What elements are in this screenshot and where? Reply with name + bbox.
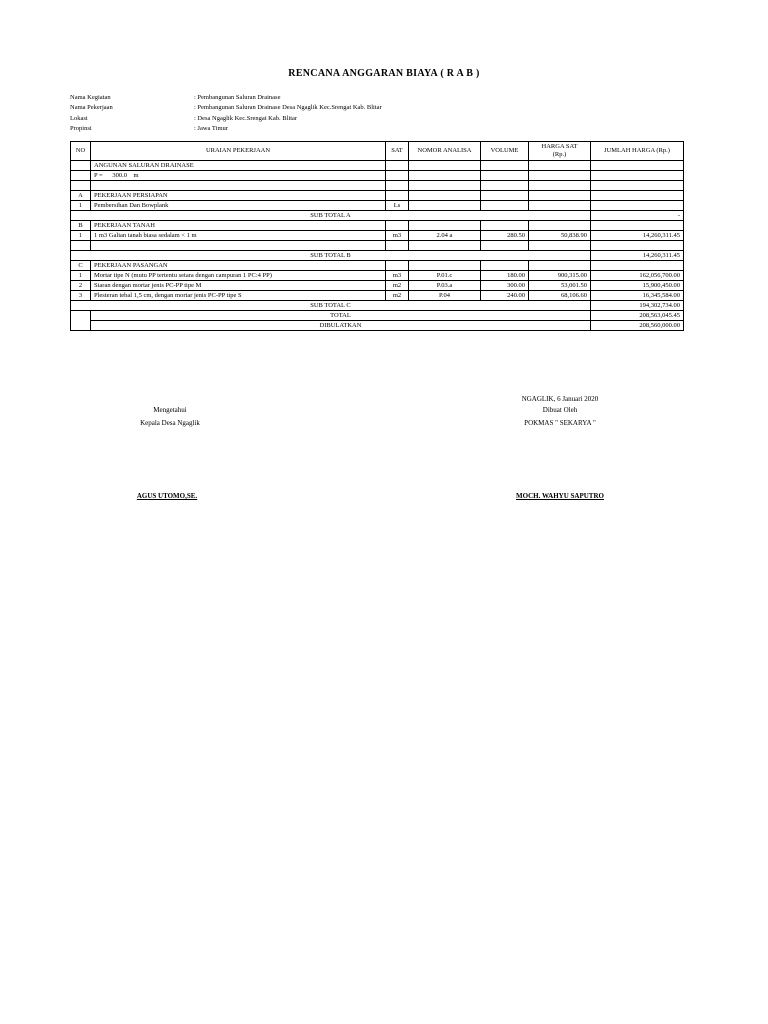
cell-volume: 280.50 [481,231,529,241]
info-propinsi [70,123,228,134]
project-length: P = 300.0 m [91,171,386,181]
section-header-c [71,261,684,271]
cell-jumlah: 16,345,584.00 [591,291,684,301]
table-row [71,281,684,291]
table-row [71,271,684,281]
cell-uraian: 1 m3 Galian tanah biasa sedalam < 1 m [91,231,386,241]
cell-analisa [409,201,481,211]
table-row [71,171,684,181]
section-code: B [71,221,91,231]
subtotal-value: 14,260,311.45 [591,251,684,261]
cell-volume: 300.00 [481,281,529,291]
table-row [71,291,684,301]
signature-right-line1: Dibuat Oleh [542,406,578,414]
info-label: Nama Pekerjaan [70,104,113,111]
cell-harga: 50,838.90 [529,231,591,241]
rab-table [70,141,684,331]
signature-right-line2: POKMAS " SEKARYA " [524,419,596,427]
info-value: : Pembangunan Saluran Drainase Desa Ngaglik Kec.Srengat Kab. Blitar [194,104,382,111]
header-harga: HARGA SAT (Rp.) [529,142,591,161]
table-row [71,231,684,241]
signature-left-line2: Kepala Desa Ngaglik [140,419,200,427]
section-header-a [71,191,684,201]
section-code: C [71,261,91,271]
table-header-row [71,142,684,161]
total-value: 208,563,045.45 [591,311,684,321]
section-title: PEKERJAAN TANAH [91,221,386,231]
header-no: NO [71,142,91,161]
cell-uraian: Pembersihan Dan Bowplank [91,201,386,211]
info-value: : Pembangunan Saluran Drainase [194,94,281,101]
subtotal-value: 194,302,734.00 [591,301,684,311]
cell-sat: m3 [386,271,409,281]
rounded-label: DIBULATKAN [91,321,591,331]
cell-analisa: P.01.c [409,271,481,281]
header-sat: SAT [386,142,409,161]
header-analisa: NOMOR ANALISA [409,142,481,161]
info-label: Nama Kegiatan [70,94,111,101]
subtotal-label: SUB TOTAL A [71,211,591,221]
cell-sat: m2 [386,291,409,301]
cell-volume: 180.00 [481,271,529,281]
cell-jumlah: 14,260,311.45 [591,231,684,241]
subtotal-value: - [591,211,684,221]
cell-uraian: Siaran dengan mortar jenis PC-PP tipe M [91,281,386,291]
place-date: NGAGLIK, 6 Januari 2020 [521,395,599,403]
info-value: : Jawa Timur [194,125,228,132]
cell-volume: 240.00 [481,291,529,301]
cell-harga: 53,001.50 [529,281,591,291]
cell-jumlah: 15,900,450.00 [591,281,684,291]
header-uraian: URAIAN PEKERJAAN [91,142,386,161]
info-label: Lokasi [70,115,88,122]
section-header-b [71,221,684,231]
table-row [71,181,684,191]
cell-no: 1 [71,231,91,241]
cell-harga: 900,315.00 [529,271,591,281]
cell-sat: m2 [386,281,409,291]
header-volume: VOLUME [481,142,529,161]
subtotal-label: SUB TOTAL C [71,301,591,311]
cell-sat: m3 [386,231,409,241]
cell-harga [529,201,591,211]
section-title: PEKERJAAN PERSIAPAN [91,191,386,201]
table-row [71,241,684,251]
document-title: RENCANA ANGGARAN BIAYA ( R A B ) [288,68,480,79]
cell-analisa: 2.04 a [409,231,481,241]
info-label: Propinsi [70,125,92,132]
rounded-value: 208,560,000.00 [591,321,684,331]
cell-sat: Ls [386,201,409,211]
cell-uraian: Mortar tipe N (mutu PP tertentu setara dengan campuran 1 PC:4 PP) [91,271,386,281]
info-value: : Desa Ngaglik Kec.Srengat Kab. Blitar [194,115,298,122]
project-name: ANGUNAN SALURAN DRAINASE [91,161,386,171]
subtotal-row-a [71,211,684,221]
cell-jumlah [591,201,684,211]
cell-analisa: P.04 [409,291,481,301]
cell-jumlah: 162,056,700.00 [591,271,684,281]
cell-harga: 68,106.60 [529,291,591,301]
section-title: PEKERJAAN PASANGAN [91,261,386,271]
cell-no: 1 [71,201,91,211]
rounded-row [71,321,684,331]
total-label: TOTAL [91,311,591,321]
table-row [71,201,684,211]
signature-left-name: AGUS UTOMO,SE. [136,492,198,500]
cell-volume [481,201,529,211]
cell-analisa: P.03.a [409,281,481,291]
info-nama-pekerjaan [70,102,382,113]
cell-uraian: Plesteran tebal 1,5 cm, dengan mortar jenis PC-PP tipe S [91,291,386,301]
cell-no: 1 [71,271,91,281]
table-row [71,161,684,171]
header-jumlah: JUMLAH HARGA (Rp.) [591,142,684,161]
section-code: A [71,191,91,201]
subtotal-label: SUB TOTAL B [71,251,591,261]
subtotal-row-c [71,301,684,311]
signature-right-name: MOCH. WAHYU SAPUTRO [516,492,604,500]
total-row [71,311,684,321]
signature-left-line1: Mengetahui [153,406,187,414]
cell-no: 3 [71,291,91,301]
cell-no: 2 [71,281,91,291]
subtotal-row-b [71,251,684,261]
